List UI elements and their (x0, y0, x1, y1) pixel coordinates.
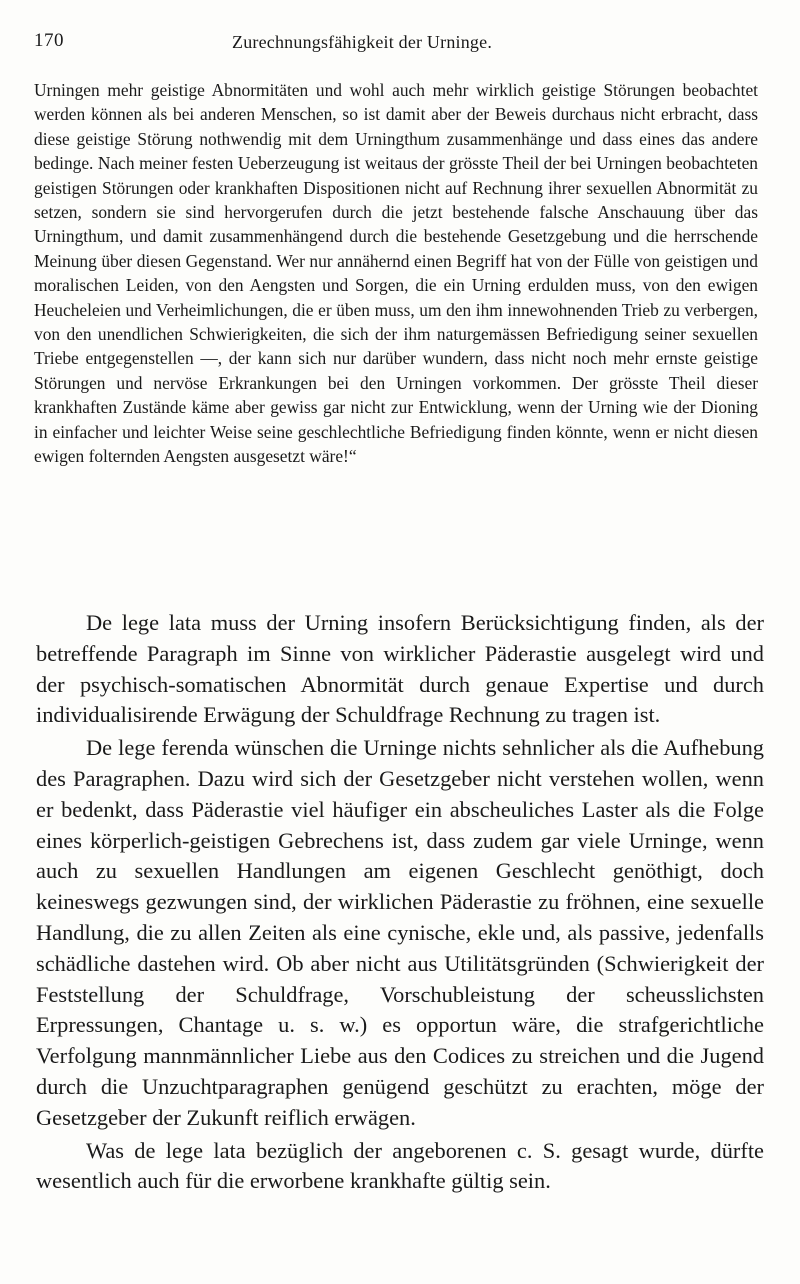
paragraph-acquired: Was de lege lata bezüglich der angeborenen c. S. gesagt wurde, dürfte wesentlich auch für die erworbene krankhafte gültig sein. (36, 1137, 764, 1194)
page-number: 170 (34, 30, 64, 51)
paragraph-de-lege-ferenda: De lege ferenda wünschen die Urninge nichts sehnlicher als die Aufhebung des Paragraphen. Dazu wird sich der Gesetzgeber nicht verstehen wollen, wenn er bedenkt, dass Päderastie viel häufiger ein abscheuliches Laster als die Folge eines körperlich-geistigen Gebrechens ist, dass zudem gar viele Urninge, wenn auch zu sexuellen Handlungen am eigenen Geschlecht genöthigt, doch keineswegs gezwungen sind, der wirklichen Päderastie zu fröhnen, eine sexuelle Handlung, die zu allen Zeiten als eine cynische, ekle und, als passive, jedenfalls schädliche dastehen wird. Ob aber nicht aus Utilitätsgründen (Schwierigkeit der Feststellung der Schuldfrage, Vorschubleistung der scheusslichsten Erpressungen, Chantage u. s. w.) es opportun wäre, die strafgerichtliche Verfolgung mannmännlicher Liebe aus den Codices zu streichen und die Jugend durch die Unzuchtparagraphen genügend geschützt zu erachten, möge der Gesetzgeber der Zukunft reiflich erwägen. (36, 735, 764, 1130)
quoted-paragraph: Urningen mehr geistige Abnormitäten und wohl auch mehr wirklich geistige Störungen beobachtet werden können als bei anderen Menschen, so ist damit aber der Beweis durchaus nicht erbracht, dass diese geistige Störung nothwendig mit dem Urningthum zusammenhänge und dass eines das andere bedinge. Nach meiner festen Ueberzeugung ist weitaus der grösste Theil der bei Urningen beobachteten geistigen Störungen oder krankhaften Dispositionen nicht auf Rechnung ihrer sexuellen Abnormität zu setzen, sondern sie sind hervorgerufen durch die jetzt bestehende falsche Anschauung über das Urningthum, und damit zusammenhängend durch die bestehende Gesetzgebung und die herrschende Meinung über diesen Gegenstand. Wer nur annähernd einen Begriff hat von der Fülle von geistigen und moralischen Leiden, von den Aengsten und Sorgen, die ein Urning erdulden muss, von den ewigen Heucheleien und Verheimlichungen, die er üben muss, um den ihm innewohnenden Trieb zu verbergen, von den unendlichen Schwierigkeiten, die sich der ihm naturgemässen Befriedigung seiner sexuellen Triebe entgegenstellen —, der kann sich nur darüber wundern, dass nicht noch mehr ernste geistige Störungen und nervöse Erkrankungen bei den Urningen vorkommen. Der grösste Theil dieser krankhaften Zustände käme aber gewiss gar nicht zur Entwicklung, wenn der Urning wie der Dioning in einfacher und leichter Weise seine geschlechtliche Befriedigung finden könnte, wenn er nicht diesen ewigen folternden Aengsten ausgesetzt wäre!“ (34, 80, 758, 467)
quoted-passage (34, 78, 758, 469)
page-header (34, 30, 764, 60)
paragraph-de-lege-lata: De lege lata muss der Urning insofern Berücksichtigung finden, als der betreffende Paragraph im Sinne von wirklicher Päderastie ausgelegt wird und der psychisch-somatischen Abnormität durch genaue Expertise und durch individualisirende Erwägung der Schuldfrage Rechnung zu tragen ist. (36, 610, 764, 728)
main-text (36, 608, 764, 1197)
running-title: Zurechnungsfähigkeit der Urninge. (232, 32, 493, 52)
